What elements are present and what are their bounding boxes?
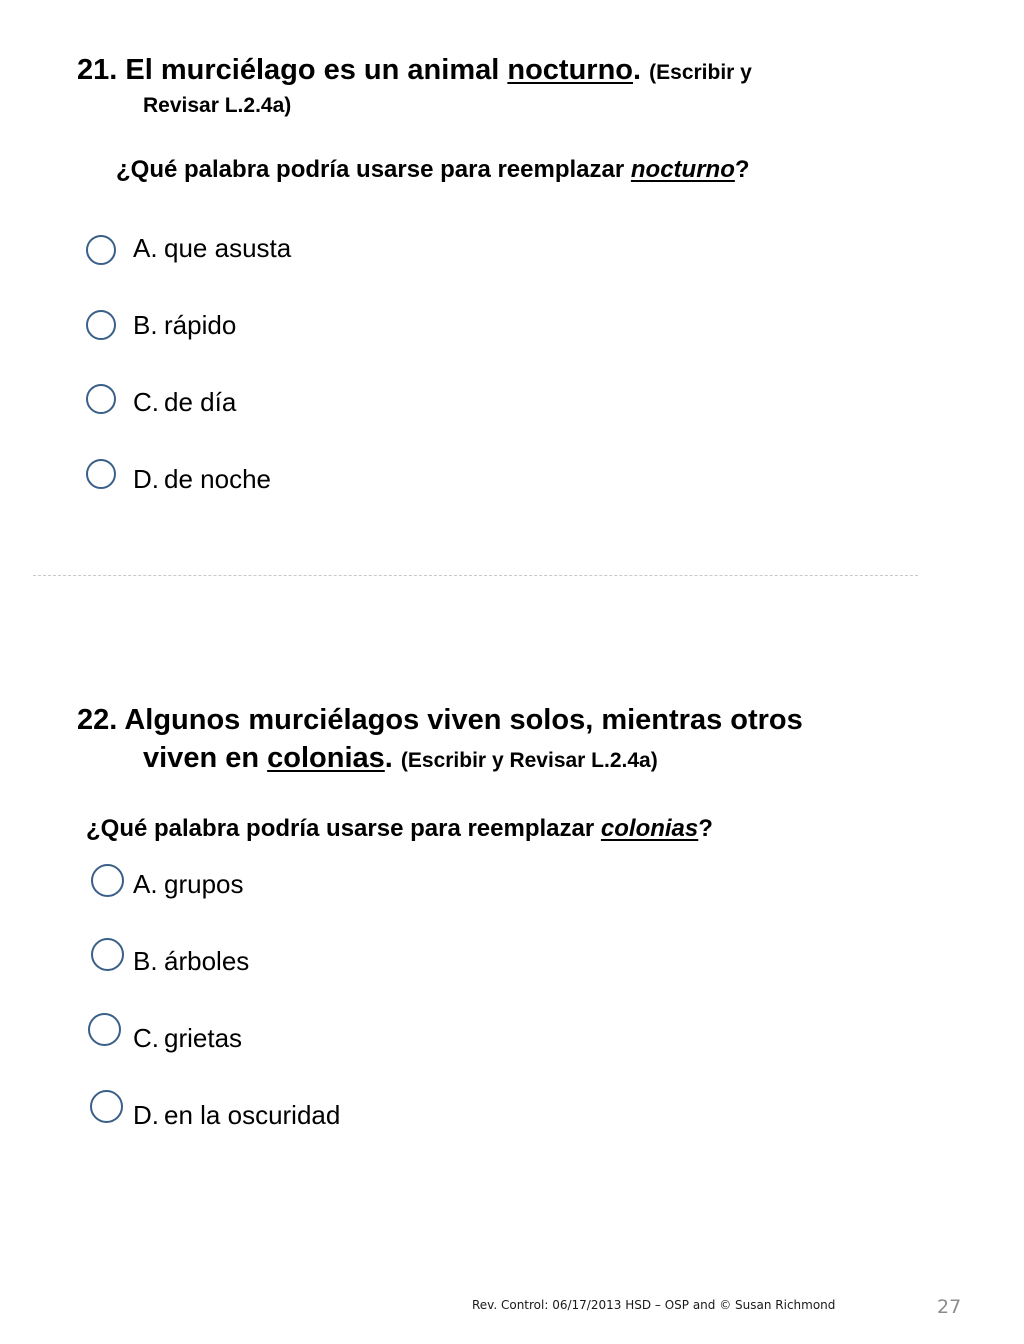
option-letter: C. — [133, 387, 159, 417]
option-text: árboles — [164, 946, 250, 976]
radio-circle-icon[interactable] — [88, 1013, 121, 1046]
radio-circle-icon[interactable] — [86, 310, 116, 340]
q22-option-d[interactable] — [0, 1099, 600, 1139]
option-letter: D. — [133, 464, 159, 494]
question-21-title — [77, 51, 752, 120]
question-period: . — [384, 742, 393, 774]
option-text: rápido — [164, 310, 237, 340]
standard-reference: (Escribir y — [649, 61, 752, 84]
question-22-title — [77, 701, 803, 780]
question-21-prompt — [116, 155, 750, 185]
radio-circle-icon[interactable] — [91, 938, 124, 971]
section-divider — [33, 575, 918, 576]
option-letter: A. — [133, 233, 158, 263]
q21-option-b[interactable] — [0, 309, 600, 349]
option-letter: C. — [133, 1023, 159, 1053]
option-letter: D. — [133, 1100, 159, 1130]
question-text: El murciélago es un animal — [125, 54, 500, 86]
prompt-qmark: ? — [734, 156, 750, 183]
question-keyword: nocturno — [507, 54, 634, 86]
prompt-text: ¿Qué palabra podría usarse para reemplazar — [86, 815, 595, 842]
option-letter: B. — [133, 946, 158, 976]
option-text: de día — [164, 387, 237, 417]
q21-option-a[interactable] — [0, 232, 600, 272]
prompt-qmark: ? — [698, 815, 713, 842]
radio-circle-icon[interactable] — [90, 1090, 123, 1123]
q22-option-a[interactable] — [0, 868, 600, 908]
q21-option-c[interactable] — [0, 386, 600, 426]
q22-option-c[interactable] — [0, 1022, 600, 1062]
question-keyword: colonias — [267, 742, 385, 774]
radio-circle-icon[interactable] — [86, 384, 116, 414]
option-text: grietas — [164, 1023, 243, 1053]
prompt-keyword: colonias — [600, 815, 699, 842]
question-22-prompt — [86, 814, 713, 844]
option-text: de noche — [164, 464, 271, 494]
question-text-line2 — [77, 739, 803, 780]
standard-reference-cont: Revisar L.2.4a) — [143, 94, 292, 117]
standard-reference: (Escribir y Revisar L.2.4a) — [400, 749, 658, 772]
option-letter: B. — [133, 310, 158, 340]
option-text: grupos — [164, 869, 244, 899]
footer-rev-control: Rev. Control: 06/17/2013 HSD – OSP and © Susan Richmond — [472, 1298, 836, 1312]
question-number: 21. — [77, 54, 118, 86]
question-number: 22. — [77, 704, 118, 736]
page-number: 27 — [937, 1296, 962, 1318]
prompt-text: ¿Qué palabra podría usarse para reemplazar — [116, 156, 625, 183]
option-text: en la oscuridad — [164, 1100, 341, 1130]
q22-option-b[interactable] — [0, 945, 600, 985]
option-letter: A. — [133, 869, 158, 899]
prompt-keyword: nocturno — [630, 156, 735, 183]
question-text-cont: viven en — [143, 742, 260, 774]
question-period: . — [633, 54, 642, 86]
radio-circle-icon[interactable] — [91, 864, 124, 897]
q21-option-d[interactable] — [0, 463, 600, 503]
radio-circle-icon[interactable] — [86, 235, 116, 265]
option-text: que asusta — [164, 233, 292, 263]
question-text: Algunos murciélagos viven solos, mientras otros — [124, 704, 803, 736]
radio-circle-icon[interactable] — [86, 459, 116, 489]
